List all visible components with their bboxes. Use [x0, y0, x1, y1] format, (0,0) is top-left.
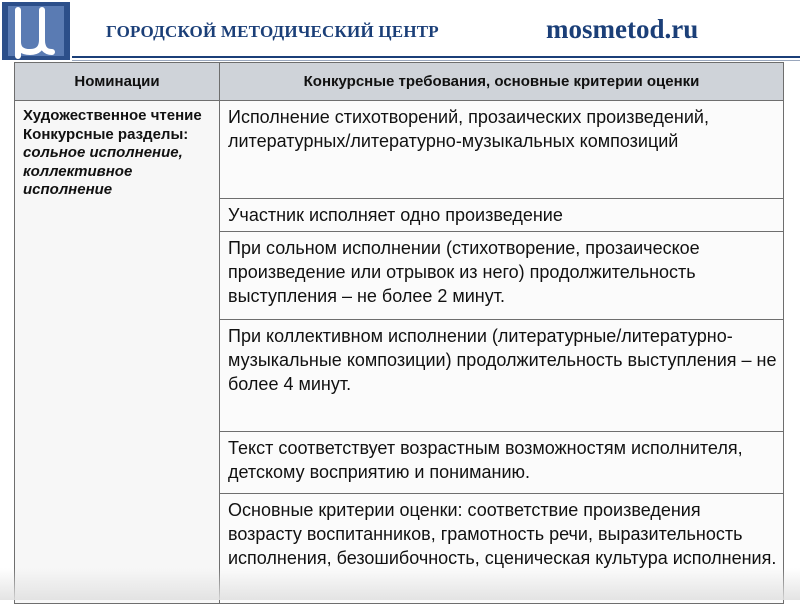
header-requirements: Конкурсные требования, основные критерии оценки — [220, 63, 784, 101]
criteria-table — [14, 62, 784, 604]
requirement-cell: Участник исполняет одно произведение — [220, 199, 784, 232]
requirement-cell: Основные критерии оценки: соответствие произведения возрасту воспитанников, грамотность речи, выразительность исполнения, безошибочность, сценическая культура исполнения. — [220, 494, 784, 604]
sections-list: сольное исполнение, коллективное исполнение — [23, 144, 183, 198]
requirement-cell: При сольном исполнении (стихотворение, прозаическое произведение или отрывок из него) продолжительность выступления – не более 2 минут. — [220, 232, 784, 320]
header-divider — [72, 56, 800, 58]
sections-label: Конкурсные разделы: — [23, 125, 189, 143]
organization-name: ГОРОДСКОЙ МЕТОДИЧЕСКИЙ ЦЕНТР — [106, 22, 439, 41]
nomination-title: Художественное чтение — [23, 107, 202, 124]
mu-logo-icon — [2, 2, 70, 60]
table-row — [15, 101, 784, 199]
header-nominations: Номинации — [15, 63, 220, 101]
nomination-cell — [15, 101, 220, 604]
requirement-cell: При коллективном исполнении (литературные/литературно-музыкальные композиции) продолжительность выступления – не более 4 минут. — [220, 320, 784, 432]
site-link[interactable]: mosmetod.ru — [546, 14, 699, 44]
header-divider-thin — [72, 60, 800, 61]
requirement-cell: Исполнение стихотворений, прозаических произведений, литературных/литературно-музыкальных композиций — [220, 101, 784, 199]
requirement-cell: Текст соответствует возрастным возможностям исполнителя, детскому восприятию и пониманию. — [220, 432, 784, 494]
table-header-row — [15, 63, 784, 101]
page-header — [0, 0, 800, 62]
